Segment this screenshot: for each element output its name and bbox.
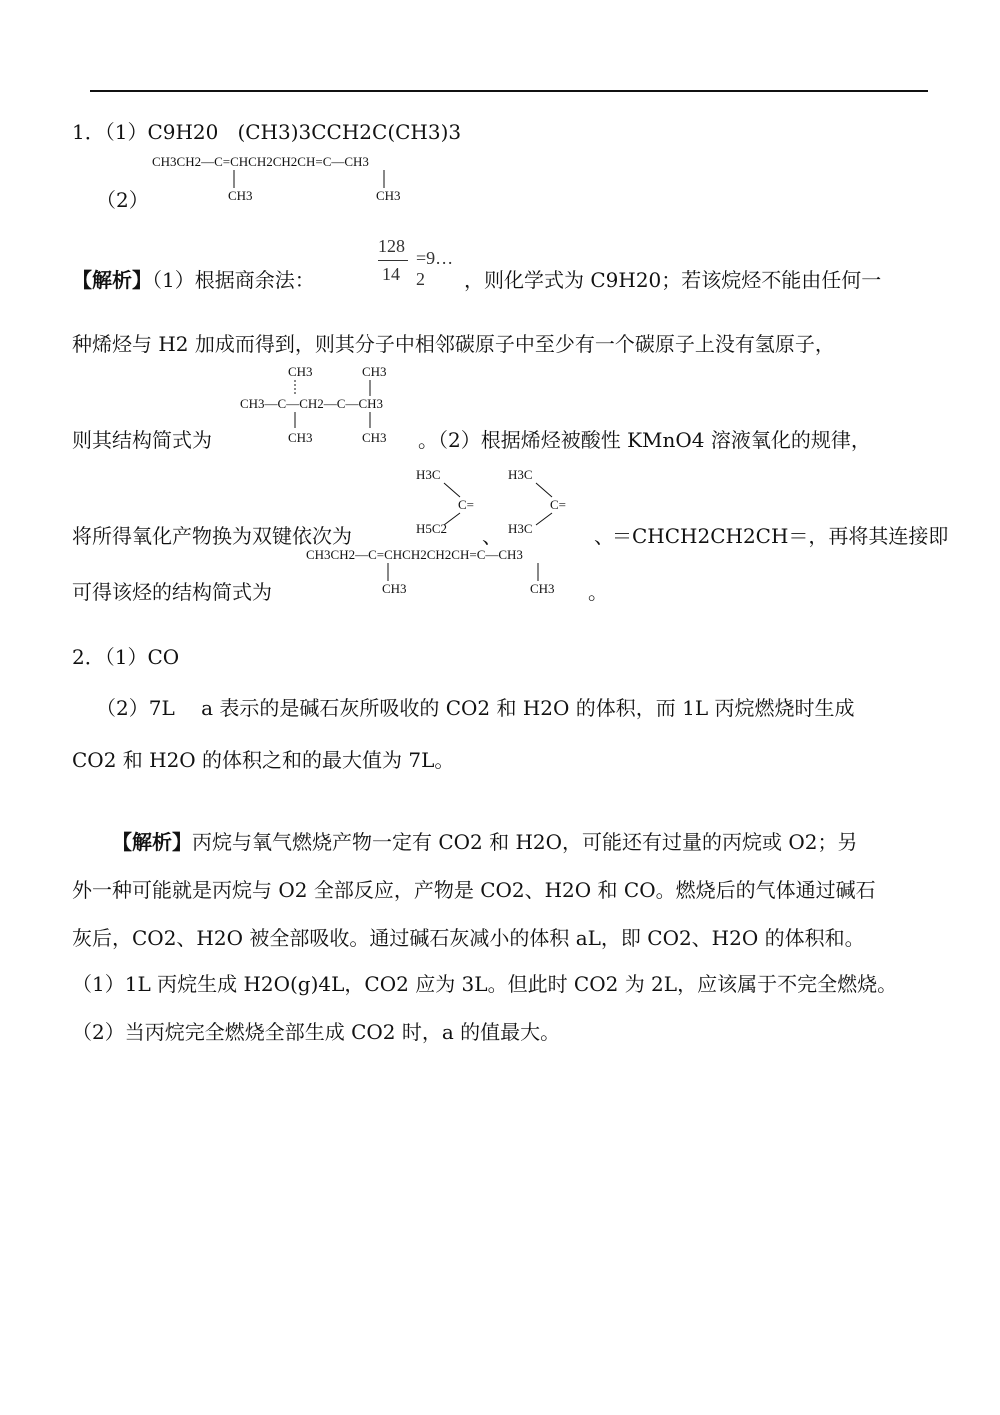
- frag2-bond-bottom: [536, 513, 552, 525]
- q1-struct: (CH3)3CCH2C(CH3)3: [237, 120, 462, 144]
- q2-analysis-text: 丙烷与氧气燃烧产物一定有 CO2 和 H2O，可能还有过量的丙烷或 O2；另: [192, 830, 858, 854]
- q2-line-3: CO2 和 H2O 的体积之和的最大值为 7L。: [72, 748, 455, 772]
- frag2-center: C=: [550, 497, 567, 512]
- q1-structure-figure: [152, 150, 442, 210]
- analysis-text-2: ，则化学式为 C9H20；若该烷烃不能由任何一: [464, 268, 882, 292]
- q2-line-5: 外一种可能就是丙烷与 O2 全部反应，产物是 CO2、H2O 和 CO。燃烧后的气体通过碱石: [72, 878, 876, 902]
- q1-analysis-line-2: 种烯烃与 H2 加成而得到，则其分子中相邻碳原子中至少有一个碳原子上没有氢原子，: [72, 332, 835, 356]
- q2-line-2: （2）7L a 表示的是碱石灰所吸收的 CO2 和 H2O 的体积，而 1L 丙烷燃烧时生成: [96, 696, 855, 720]
- final-structure-figure: [306, 543, 596, 603]
- q1-formula: C9H20: [147, 120, 219, 144]
- frag1-bond-top: [444, 483, 460, 497]
- q1-part2-label: （2）: [96, 188, 149, 212]
- frac-bar: [378, 260, 408, 261]
- q1-answer-line: [72, 120, 461, 144]
- q2-line-6: 灰后，CO2、H2O 被全部吸收。通过碱石灰减小的体积 aL，即 CO2、H2O 的体积和。: [72, 926, 865, 950]
- alkane-sub-top-1: CH3: [288, 364, 313, 379]
- fragment-2-figure: [508, 465, 588, 535]
- q2-line-4: [112, 830, 858, 854]
- fig-top-sub-1: CH3: [228, 188, 253, 203]
- sep-1: 、: [482, 524, 502, 548]
- q2-line-7: （1）1L 丙烷生成 H2O(g)4L，CO2 应为 3L。但此时 CO2 为 2L，应该属于不完全燃烧。: [72, 972, 898, 996]
- alkane-structure-figure: [240, 362, 420, 452]
- header-rule: [90, 90, 928, 92]
- alkane-main: CH3—C—CH2—C—CH3: [240, 396, 384, 411]
- alkane-sub-bottom-1: CH3: [288, 430, 313, 445]
- alkane-sub-top-2: CH3: [362, 364, 387, 379]
- frac-remainder: =9…2: [416, 248, 454, 289]
- q1-analysis-line-5-post: 。: [588, 580, 608, 604]
- q1-analysis-line-1: [72, 268, 315, 292]
- frac-denominator: 14: [382, 264, 400, 284]
- q1-analysis-line-4-post: ＝CHCH2CH2CH＝，再将其连接即: [612, 524, 949, 548]
- fig-top-main: CH3CH2—C=CHCH2CH2CH=C—CH3: [152, 154, 369, 169]
- fig-final-main: CH3CH2—C=CHCH2CH2CH=C—CH3: [306, 547, 523, 562]
- q1-analysis-line-3-pre: 则其结构简式为: [72, 428, 212, 452]
- alkane-sub-bottom-2: CH3: [362, 430, 387, 445]
- q1-label: 1．（1）: [72, 120, 148, 144]
- analysis-label: 【解析】: [72, 268, 152, 292]
- q1-analysis-line-5-pre: 可得该烃的结构简式为: [72, 580, 272, 604]
- sep-2: 、: [594, 524, 614, 548]
- frag2-bond-top: [536, 483, 552, 497]
- fig-final-sub-2: CH3: [530, 581, 555, 596]
- fig-top-sub-2: CH3: [376, 188, 401, 203]
- frag2-bottom: H3C: [508, 521, 533, 536]
- frag1-bottom: H5C2: [416, 521, 448, 536]
- frac-numerator: 128: [378, 236, 405, 256]
- q1-analysis-line-4-pre: 将所得氧化产物换为双键依次为: [72, 524, 352, 548]
- analysis-text-1: （1）根据商余法：: [152, 268, 315, 292]
- fig-final-sub-1: CH3: [382, 581, 407, 596]
- q1-analysis-line-3-post: 。（2）根据烯烃被酸性 KMnO4 溶液氧化的规律，: [418, 428, 871, 452]
- q2-line-8: （2）当丙烷完全燃烧全部生成 CO2 时，a 的值最大。: [72, 1020, 561, 1044]
- frag2-top: H3C: [508, 467, 533, 482]
- frag1-top: H3C: [416, 467, 441, 482]
- frag1-center: C=: [458, 497, 475, 512]
- q2-line-1: 2．（1）CO: [72, 645, 180, 669]
- q2-analysis-label: 【解析】: [112, 830, 192, 854]
